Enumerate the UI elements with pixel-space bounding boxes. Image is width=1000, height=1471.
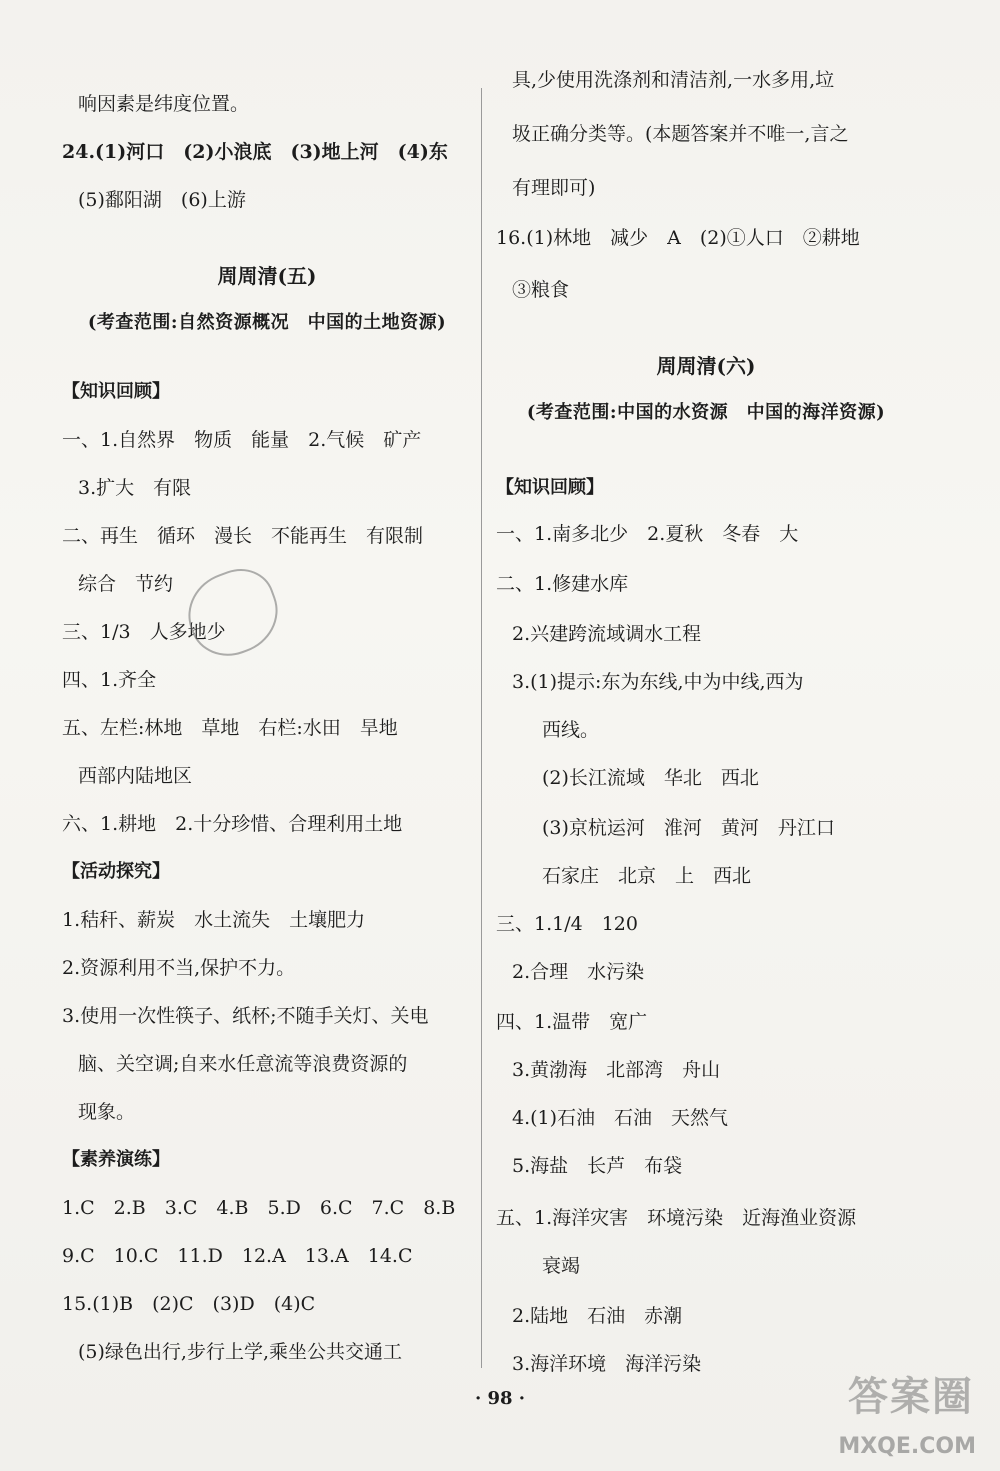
text-line: 六、1.耕地 2.十分珍惜、合理利用土地 <box>62 813 403 835</box>
text-line: 西线。 <box>542 719 600 741</box>
text-line: 石家庄 北京 上 西北 <box>542 865 752 887</box>
heading-knowledge-review: 【知识回顾】 <box>496 477 604 498</box>
text-line: (2)长江流域 华北 西北 <box>542 767 759 789</box>
text-line: 3.使用一次性筷子、纸杯;不随手关灯、关电 <box>62 1005 429 1027</box>
text-line: 3.扩大 有限 <box>78 477 192 499</box>
text-line: 9.C 10.C 11.D 12.A 13.A 14.C <box>62 1245 413 1267</box>
text-line: 响因素是纬度位置。 <box>78 93 250 115</box>
text-line: (5)绿色出行,步行上学,乘坐公共交通工 <box>78 1341 402 1363</box>
text-line: 2.合理 水污染 <box>512 961 645 983</box>
text-line: 2.陆地 石油 赤潮 <box>512 1305 683 1327</box>
text-line: 综合 节约 <box>78 573 174 595</box>
text-line: 3.黄渤海 北部湾 舟山 <box>512 1059 721 1081</box>
text-line: 西部内陆地区 <box>78 765 193 787</box>
watermark <box>812 1365 982 1461</box>
section-scope: (考查范围:自然资源概况 中国的土地资源) <box>87 312 447 333</box>
text-line: 三、1.1/4 120 <box>496 913 638 935</box>
text-line: 五、左栏:林地 草地 右栏:水田 旱地 <box>62 717 398 739</box>
section-title: 周周清(六) <box>656 354 756 378</box>
heading-activity: 【活动探究】 <box>62 861 170 882</box>
answer-24: 24.(1)河口 (2)小浪底 (3)地上河 (4)东 <box>62 141 448 163</box>
text-line: 具,少使用洗涤剂和清洁剂,一水多用,垃 <box>512 69 835 91</box>
text-line: 五、1.海洋灾害 环境污染 近海渔业资源 <box>496 1207 857 1229</box>
text-line: 4.(1)石油 石油 天然气 <box>512 1107 729 1129</box>
answer-16: 16.(1)林地 减少 A (2)①人口 ②耕地 <box>496 227 860 249</box>
text-line: 有理即可) <box>512 177 596 199</box>
text-line: 3.海洋环境 海洋污染 <box>512 1353 702 1375</box>
column-divider <box>481 88 482 1368</box>
section-title: 周周清(五) <box>217 264 317 288</box>
watermark-url: MXQE.COM <box>838 1434 976 1459</box>
text-line: 1.秸秆、薪炭 水土流失 土壤肥力 <box>62 909 366 931</box>
text-line: 四、1.齐全 <box>62 669 157 691</box>
text-line: 圾正确分类等。(本题答案并不唯一,言之 <box>512 123 849 145</box>
text-line: 2.兴建跨流域调水工程 <box>512 623 702 645</box>
text-line: 15.(1)B (2)C (3)D (4)C <box>62 1293 316 1315</box>
text-line: 3.(1)提示:东为东线,中为中线,西为 <box>512 671 804 693</box>
text-line: 三、1/3 人多地少 <box>62 621 226 643</box>
page-number: · 98 · <box>474 1388 526 1409</box>
text-line: 二、1.修建水库 <box>496 573 629 595</box>
heading-practice: 【素养演练】 <box>62 1149 170 1170</box>
text-line: 衰竭 <box>542 1255 581 1277</box>
text-line: 2.资源利用不当,保护不力。 <box>62 957 296 979</box>
text-line: (3)京杭运河 淮河 黄河 丹江口 <box>542 817 835 839</box>
text-line: 一、1.自然界 物质 能量 2.气候 矿产 <box>62 429 422 451</box>
text-line: 现象。 <box>78 1101 136 1123</box>
text-line: 5.海盐 长芦 布袋 <box>512 1155 683 1177</box>
text-line: (5)鄱阳湖 (6)上游 <box>78 189 246 211</box>
text-line: 脑、关空调;自来水任意流等浪费资源的 <box>78 1053 408 1075</box>
text-line: 四、1.温带 宽广 <box>496 1011 648 1033</box>
text-line: 二、再生 循环 漫长 不能再生 有限制 <box>62 525 424 547</box>
watermark-logo: 答案圈 <box>848 1374 974 1420</box>
homework-stamp <box>177 559 290 667</box>
text-line: 1.C 2.B 3.C 4.B 5.D 6.C 7.C 8.B <box>62 1197 456 1219</box>
section-scope: (考查范围:中国的水资源 中国的海洋资源) <box>526 402 886 423</box>
text-line: 一、1.南多北少 2.夏秋 冬春 大 <box>496 523 799 545</box>
heading-knowledge-review: 【知识回顾】 <box>62 381 170 402</box>
text-line: ③粮食 <box>512 279 570 301</box>
